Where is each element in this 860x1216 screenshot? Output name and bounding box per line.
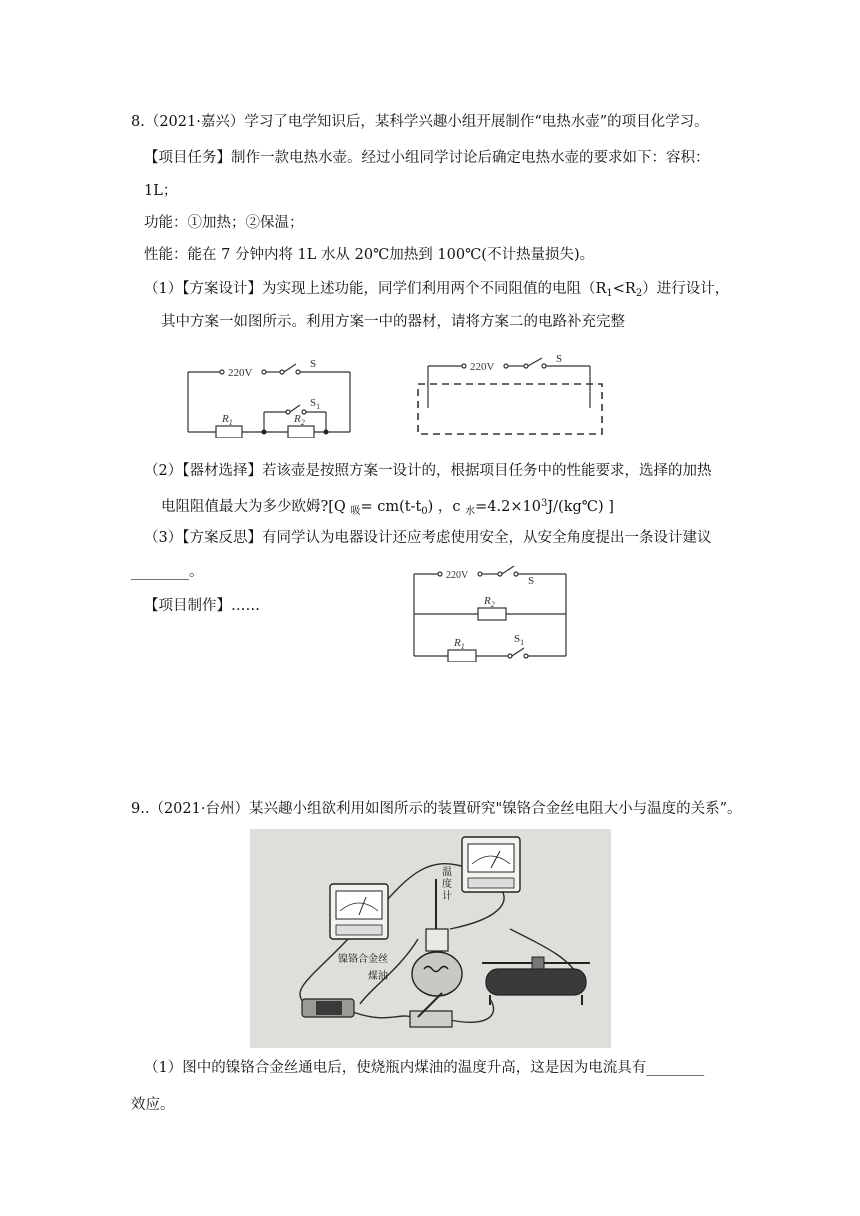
fig3-switch1-label: $S_1$: [514, 633, 525, 647]
q8-part1-lt: <R: [612, 281, 636, 297]
thermometer-label-1: 温: [442, 867, 452, 878]
voltmeter-right: [462, 837, 520, 892]
thermometer-label-2: 度: [442, 879, 452, 890]
q8-part1-text-a: （1）【方案设计】为实现上述功能，同学们利用两个不同阻值的电阻（R: [144, 281, 607, 297]
rheostat: [482, 957, 590, 1005]
q8-part3-line1: （3）【方案反思】有同学认为电器设计还应考虑使用安全，从安全角度提出一条设计建议: [144, 530, 712, 546]
fig1-r1-label: $R_1$: [222, 413, 233, 427]
q9-part1-line1: （1）图中的镍铬合金丝通电后，使烧瓶内煤油的温度升高，这是因为电流具有________: [144, 1060, 705, 1076]
flask-with-thermometer: [412, 879, 462, 996]
q8-part2-text-e: J/(kg℃) ]: [547, 499, 614, 515]
fig3-voltage-label: 220V: [446, 570, 469, 581]
q9-stem: 9..（2021·台州）某兴趣小组欲利用如图所示的装置研究"镍铬合金丝电阻大小与温度的关系”。: [131, 801, 742, 817]
q8-part2-text-a: 电阻阻值最大为多少欧姆?[Q: [161, 499, 351, 515]
q8-part2-text-c: ) ，c: [427, 499, 466, 515]
circuit-scheme-one: [176, 348, 356, 438]
q-absorb-subscript: 吸: [350, 506, 361, 517]
q8-part2-line2: [161, 494, 614, 522]
circuit-scheme-two: [410, 348, 610, 440]
knife-switch: [410, 993, 452, 1027]
fig3-r1-label: $R_1$: [454, 637, 465, 651]
q8-part1-line2: 其中方案一如图所示。利用方案一中的器材，请将方案二的电路补充完整: [161, 314, 625, 330]
battery: [302, 999, 354, 1017]
fig1-switch-label: S: [310, 358, 317, 370]
r2-subscript: 2: [635, 288, 643, 299]
q8-task-line1: 【项目任务】制作一款电热水壶。经过小组同学讨论后确定电热水壶的要求如下：容积：: [144, 150, 710, 166]
q8-part2-line1: （2）【器材选择】若该壶是按照方案一设计的，根据项目任务中的性能要求，选择的加热: [144, 463, 712, 479]
kerosene-label: 煤油: [368, 971, 388, 982]
q8-performance: 性能：能在 7 分钟内将 1L 水从 20℃加热到 100℃(不计热量损失)。: [144, 247, 595, 263]
exponent-3: 3: [540, 498, 548, 509]
fig1-switch1-label: $S_1$: [310, 397, 321, 411]
thermometer-label-3: 计: [442, 891, 452, 902]
r1-subscript: 1: [606, 288, 613, 299]
experiment-apparatus-photo: [250, 829, 611, 1048]
fig3-switch-label: S: [528, 575, 535, 587]
t0-subscript: 0: [421, 506, 428, 517]
nichrome-wire-label: 镍铬合金丝: [338, 954, 388, 965]
ammeter-left: [330, 884, 388, 939]
q8-part3-answer-blank: ________。: [131, 564, 204, 580]
q8-function: 功能：①加热；②保温；: [144, 215, 304, 231]
q8-part1-line1: [144, 279, 729, 304]
q9-part1-line2: 效应。: [131, 1097, 175, 1113]
circuit-parallel: [404, 562, 574, 662]
q8-task-line2: 1L；: [144, 183, 178, 199]
fig1-r2-label: $R_2$: [294, 413, 305, 427]
q8-part1-text-b: ）进行设计，: [642, 281, 730, 297]
q8-part2-text-d: =4.2×10: [475, 499, 541, 515]
q8-stem: 8.（2021·嘉兴）学习了电学知识后，某科学兴趣小组开展制作“电热水壶”的项目化学习。: [131, 114, 709, 130]
fig3-r2-label: $R_2$: [484, 595, 495, 609]
q8-part2-text-b: = cm(t-t: [360, 499, 422, 515]
fig1-voltage-label: 220V: [228, 367, 253, 379]
c-water-subscript: 水: [465, 506, 476, 517]
fig2-voltage-label: 220V: [470, 361, 495, 373]
q8-project-production: 【项目制作】……: [144, 598, 260, 614]
fig2-switch-label: S: [556, 353, 563, 365]
